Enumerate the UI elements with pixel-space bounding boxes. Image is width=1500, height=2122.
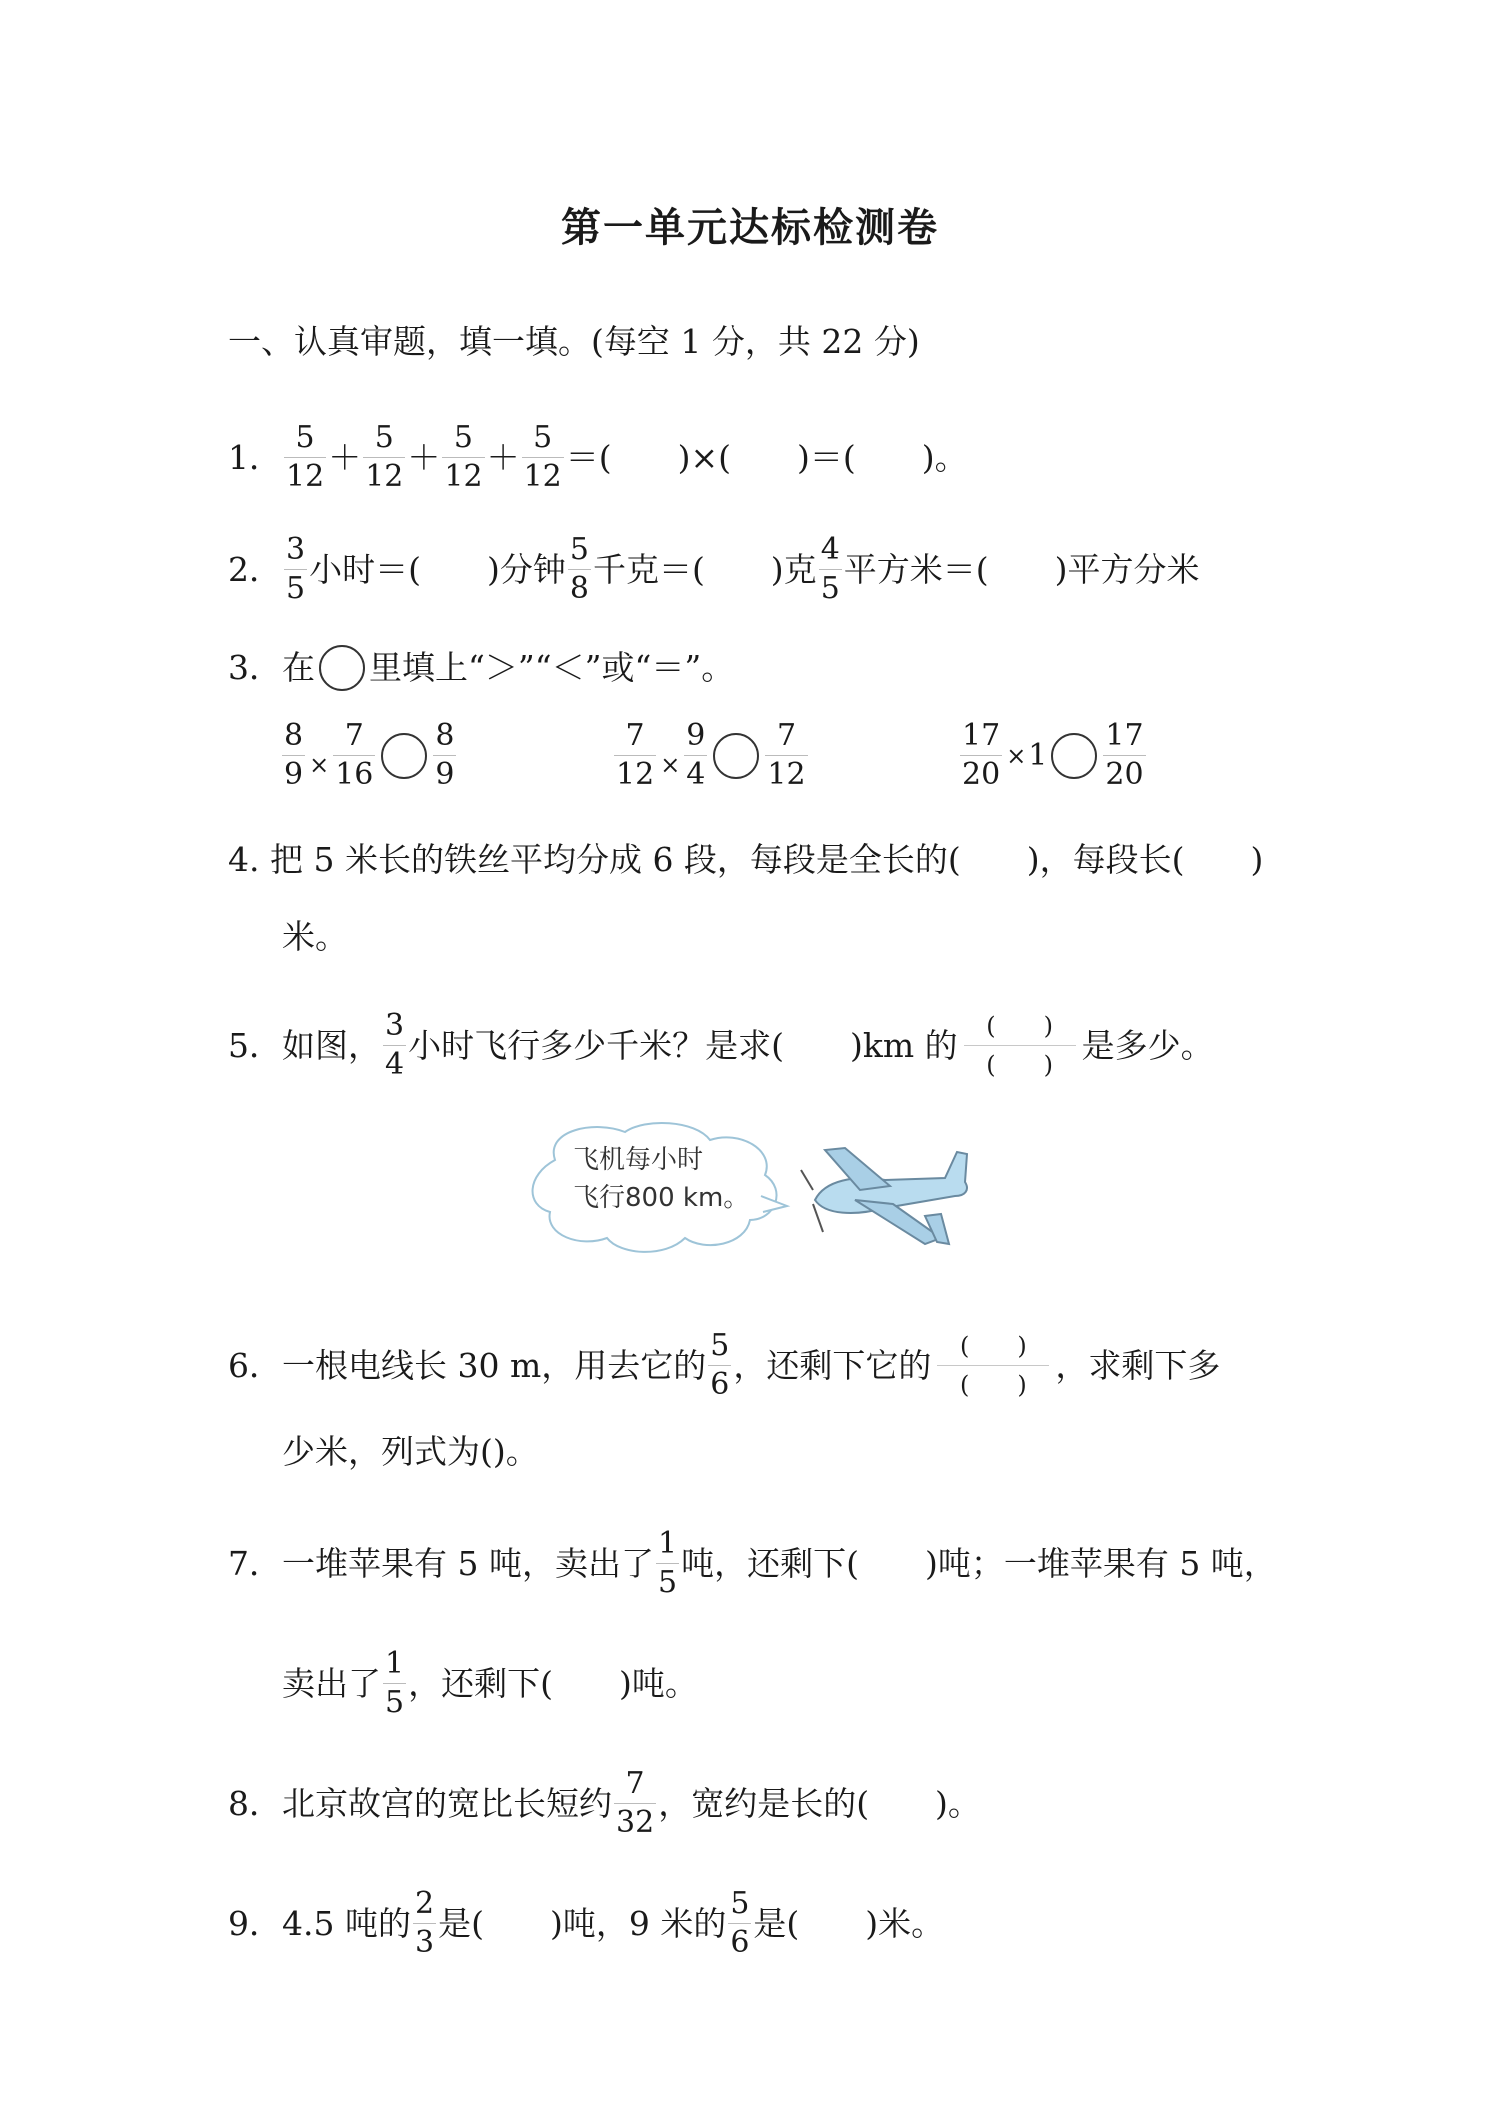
page-title: 第一单元达标检测卷	[561, 205, 939, 251]
question-6: 6． 一根电线长 30 m，用去它的 $\frac{5}{6}$ ，还剩下它的 ( ) ( ) ，求剩下多	[228, 1328, 1221, 1402]
fraction: $\frac{5}{12}$	[365, 420, 404, 494]
compare-a: $\frac{8}{9}$ × $\frac{7}{16}$ $\frac{8}{9}$	[284, 718, 455, 792]
fraction: $\frac{5}{12}$	[523, 420, 562, 494]
question-3: 3． 在 里填上“＞”“＜”或“＝”。	[228, 645, 734, 691]
compare-circle[interactable]	[713, 733, 759, 779]
answer-fraction-blank[interactable]: ( ) ( )	[937, 1333, 1049, 1398]
plane-illustration	[525, 1120, 985, 1270]
fraction: $\frac{5}{12}$	[444, 420, 483, 494]
fraction: $\frac{3}{5}$	[286, 532, 306, 606]
compare-c: $\frac{17}{20}$ × 1 $\frac{17}{20}$	[962, 718, 1144, 792]
compare-circle[interactable]	[381, 733, 427, 779]
question-7: 7． 一堆苹果有 5 吨，卖出了 $\frac{1}{5}$ 吨，还剩下( )吨；一堆苹果有 5 吨，	[228, 1526, 1277, 1600]
section-heading: 一、认真审题，填一填。(每空 1 分，共 22 分)	[228, 322, 920, 361]
question-4-cont: 米。	[282, 917, 348, 956]
circle-icon	[319, 645, 365, 691]
question-6-cont: 少米，列式为()。	[282, 1432, 539, 1471]
bubble-line-1: 飞机每小时	[573, 1145, 704, 1175]
question-1: 1． $\frac{5}{12}$ ＋ $\frac{5}{12}$ ＋ $\frac{5}{12}$ ＋ $\frac{5}{12}$ ＝( )×( )＝( )。	[228, 420, 968, 494]
bubble-line-2: 飞行800 km。	[573, 1183, 750, 1213]
fraction: $\frac{5}{12}$	[286, 420, 325, 494]
question-8: 8． 北京故宫的宽比长短约 $\frac{7}{32}$ ，宽约是长的( )。	[228, 1766, 981, 1840]
compare-b: $\frac{7}{12}$ × $\frac{9}{4}$ $\frac{7}{12}$	[616, 718, 806, 792]
answer-fraction-blank[interactable]: ( ) ( )	[964, 1013, 1076, 1078]
airplane-icon	[801, 1148, 967, 1244]
compare-circle[interactable]	[1051, 733, 1097, 779]
question-5: 5． 如图， $\frac{3}{4}$ 小时飞行多少千米？是求( )km 的 ( ) ( ) 是多少。	[228, 1008, 1214, 1082]
fraction: $\frac{4}{5}$	[820, 532, 840, 606]
question-7-cont: 卖出了 $\frac{1}{5}$ ，还剩下( )吨。	[282, 1646, 698, 1720]
question-9: 9． 4.5 吨的 $\frac{2}{3}$ 是( )吨，9 米的 $\frac{5}{6}$ 是( )米。	[228, 1886, 945, 1960]
question-4: 4. 把 5 米长的铁丝平均分成 6 段，每段是全长的( )，每段长( )	[228, 840, 1264, 879]
fraction: $\frac{5}{8}$	[569, 532, 589, 606]
question-2: 2． $\frac{3}{5}$ 小时＝( )分钟 $\frac{5}{8}$ 千克＝( )克 $\frac{4}{5}$ 平方米＝( )平方分米	[228, 532, 1200, 606]
